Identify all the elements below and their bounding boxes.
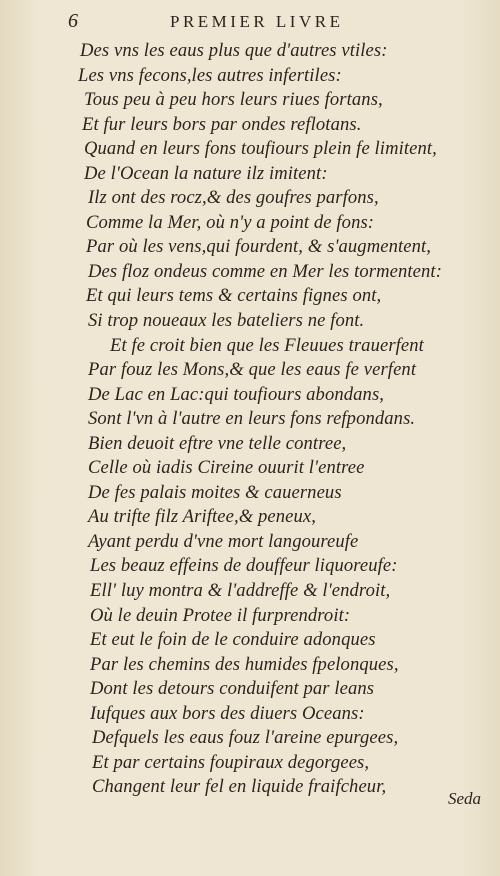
verse-line: Par les chemins des humides fpelonques,: [90, 653, 399, 675]
verse-line: De Lac en Lac:qui toufiours abondans,: [88, 383, 385, 405]
verse-line: Defquels les eaus fouz l'areine epurgees,: [92, 727, 399, 749]
verse-line: Des floz ondeus comme en Mer les tormentent:: [88, 260, 442, 282]
running-head: PREMIER LIVRE: [170, 12, 344, 31]
verse-line: Par où les vens,qui fourdent, & s'augmentent,: [86, 236, 432, 258]
verse-line: Par fouz les Mons,& que les eaus fe verfent: [88, 359, 417, 381]
verse-line: De l'Ocean la nature ilz imitent:: [84, 162, 328, 184]
verse-line: Celle où iadis Cireine ouurit l'entree: [88, 457, 365, 479]
verse-line: Bien deuoit eftre vne telle contree,: [88, 432, 347, 454]
verse-line: Et eut le foin de le conduire adonques: [90, 629, 376, 651]
verse-line: Ayant perdu d'vne mort langoureufe: [88, 530, 359, 552]
verse-line: Les vns fecons,les autres infertiles:: [78, 64, 342, 86]
verse-line: De fes palais moites & cauerneus: [88, 481, 342, 503]
page-number: 6: [68, 10, 78, 32]
verse-line: Ilz ont des rocz,& des goufres parfons,: [88, 187, 379, 209]
verse-line: Sont l'vn à l'autre en leurs fons refpondans.: [88, 408, 416, 430]
verse-line: Et par certains foupiraux degorgees,: [92, 751, 370, 773]
verse-line: Les beauz effeins de douffeur liquoreufe:: [90, 555, 398, 577]
verse-line: Des vns les eaus plus que d'autres vtiles:: [80, 40, 388, 61]
verse-line: Au trifte filz Ariftee,& peneux,: [88, 506, 317, 528]
verse-line: Comme la Mer, où n'y a point de fons:: [86, 211, 375, 233]
verse-line: Et fur leurs bors par ondes reflotans.: [82, 113, 362, 135]
verse-line: Et fe croit bien que les Fleuues trauerfent: [110, 334, 424, 356]
verse-line: Si trop noueaux les bateliers ne font.: [88, 310, 365, 332]
verse-line: Changent leur fel en liquide fraifcheur,: [92, 776, 387, 798]
verse-text: [0, 39, 500, 800]
verse-line: Dont les detours conduifent par leans: [90, 678, 375, 700]
verse-line: Et qui leurs tems & certains fignes ont,: [86, 285, 382, 307]
verse-line: Quand en leurs fons toufiours plein fe limitent,: [84, 138, 437, 160]
verse-line: Ell' luy montra & l'addreffe & l'endroit,: [90, 580, 391, 602]
verse-line: Où le deuin Protee il furprendroit:: [90, 604, 351, 626]
catchword: Seda: [448, 789, 482, 808]
page-header: [0, 8, 500, 34]
verse-line: Tous peu à peu hors leurs riues fortans,: [84, 89, 383, 111]
verse-line: Iufques aux bors des diuers Oceans:: [90, 702, 365, 724]
